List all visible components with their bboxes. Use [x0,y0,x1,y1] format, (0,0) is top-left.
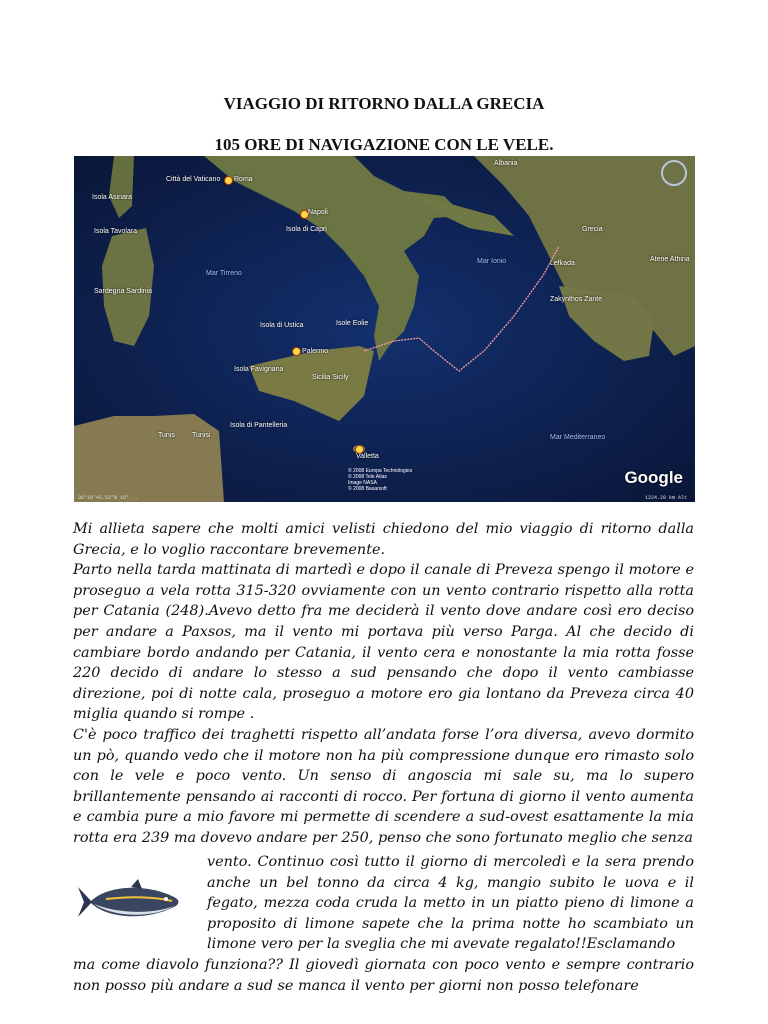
label-lefkada: Lefkada [550,260,575,267]
label-vaticano: Città del Vaticano [166,176,221,183]
label-tunis: Tunis [158,432,175,439]
map-attribution [348,468,438,492]
paragraph: C'è poco traffico dei traghetti rispetto all’andata forse l’ora diversa, avevo dormito un pò, quando vedo che il motore non ha più compressione dunque ero rimasto solo con le vele e poco vento. Un senso di angoscia mi sale su, ma lo supero brillantemente pensando ai racconti di rocco. Per fortuna di giorno il vento aumenta e cambia pure a mio favore mi permette di scendere a sud-ovest esattamente la mia rotta era 239 ma dovevo andare per 250, penso che sono fortunato meglio che senza [73,726,694,846]
label-isola-favignana: Isola Favignana [234,366,284,373]
page-subtitle: 105 ORE DI NAVIGAZIONE CON LE VELE. [214,135,554,154]
attribution-line: © 2008 Basarsoft [348,486,387,492]
label-pantelleria: Isola di Pantelleria [230,422,288,429]
label-mar-ionio: Mar Ionio [477,258,507,265]
google-logo: Google [624,468,683,487]
closing-paragraph: ma come diavolo funziona?? Il giovedì giornata con poco vento e sempre contrario non posso più andare a sud se manca il vento per giorni non posso telefonare [73,957,694,994]
attribution-line: © 2008 Tele Atlas [348,474,387,480]
tuna-fish-illustration [76,877,186,927]
label-isola-asinara: Isola Asinara [92,194,133,201]
label-albania: Albania [494,160,518,167]
label-sicilia: Sicilia Sicily [312,374,349,381]
label-napoli: Napoli [308,209,328,216]
paragraph: Mi allieta sapere che molti amici velisti chiedono del mio viaggio di ritorno dalla Grecia, e lo voglio raccontare brevemente. [73,521,694,558]
label-atene: Atene Athina [650,256,690,263]
label-zakynthos: Zakynthos Zante [550,296,603,303]
label-palermo: Palermo [302,348,329,355]
attribution-line: © 2008 Europa Technologies [348,468,413,474]
label-isola-tavolara: Isola Tavolara [94,228,138,235]
map-graphic [74,156,695,502]
paragraph: Parto nella tarda mattinata di martedì e dopo il canale di Preveza spengo il motore e proseguo a vela rotta 315-320 ovviamente con un vento contrario rispetto alla rotta per Catania (248).Avevo detto fra me deciderà il vento dove andare così ero deciso per andare a Paxsos, ma il vento mi portava più verso Parga. Al che decido di cambiare bordo andando per Catania, il vento cera e nonostante la mia rotta fosse 220 decido di andare lo stesso a sud pensando che dopo il vento cambiasse direzione, poi di notte cala, proseguo a motore ero gia lontano da Preveza circa 40 miglia quando si rompe . [73,562,694,723]
label-isole-eolie: Isole Eolie [336,320,369,327]
map-coordinates: 36°19'42.52"N 16°... [78,495,139,501]
attribution-line: Image NASA [348,480,377,486]
wrapped-paragraph: vento. Continuo così tutto il giorno di mercoledì e la sera prendo anche un bel tonno da circa 4 kg, mangio subito le uova e il fegato, mezza coda cruda la metto in un piatto pieno di limone a proposito di limone sapete che la prima notte ho scambiato un limone vero per la sveglia che mi avevate regalato!!Esclamando [207,854,694,953]
label-tunisi: Tunisi [192,432,211,439]
map-altitude: 1224.20 km Alt [644,495,687,501]
africa-landmass [74,414,224,502]
label-mar-mediterraneo: Mar Mediterraneo [550,434,606,441]
label-valletta: Valletta [356,453,379,460]
label-sardegna: Sardegna Sardinia [94,288,152,295]
article-body [73,519,694,849]
label-isola-capri: Isola di Capri [286,226,327,233]
label-roma: Roma [234,176,253,183]
label-isola-ustica: Isola di Ustica [260,322,304,329]
page-title: VIAGGIO DI RITORNO DALLA GRECIA [223,94,545,113]
satellite-map [74,156,695,502]
label-mar-tirreno: Mar Tirreno [206,270,242,277]
city-marker-icon [292,347,301,356]
city-marker-icon [224,176,233,185]
label-grecia: Grecia [582,226,603,233]
compass-icon[interactable] [661,160,687,186]
